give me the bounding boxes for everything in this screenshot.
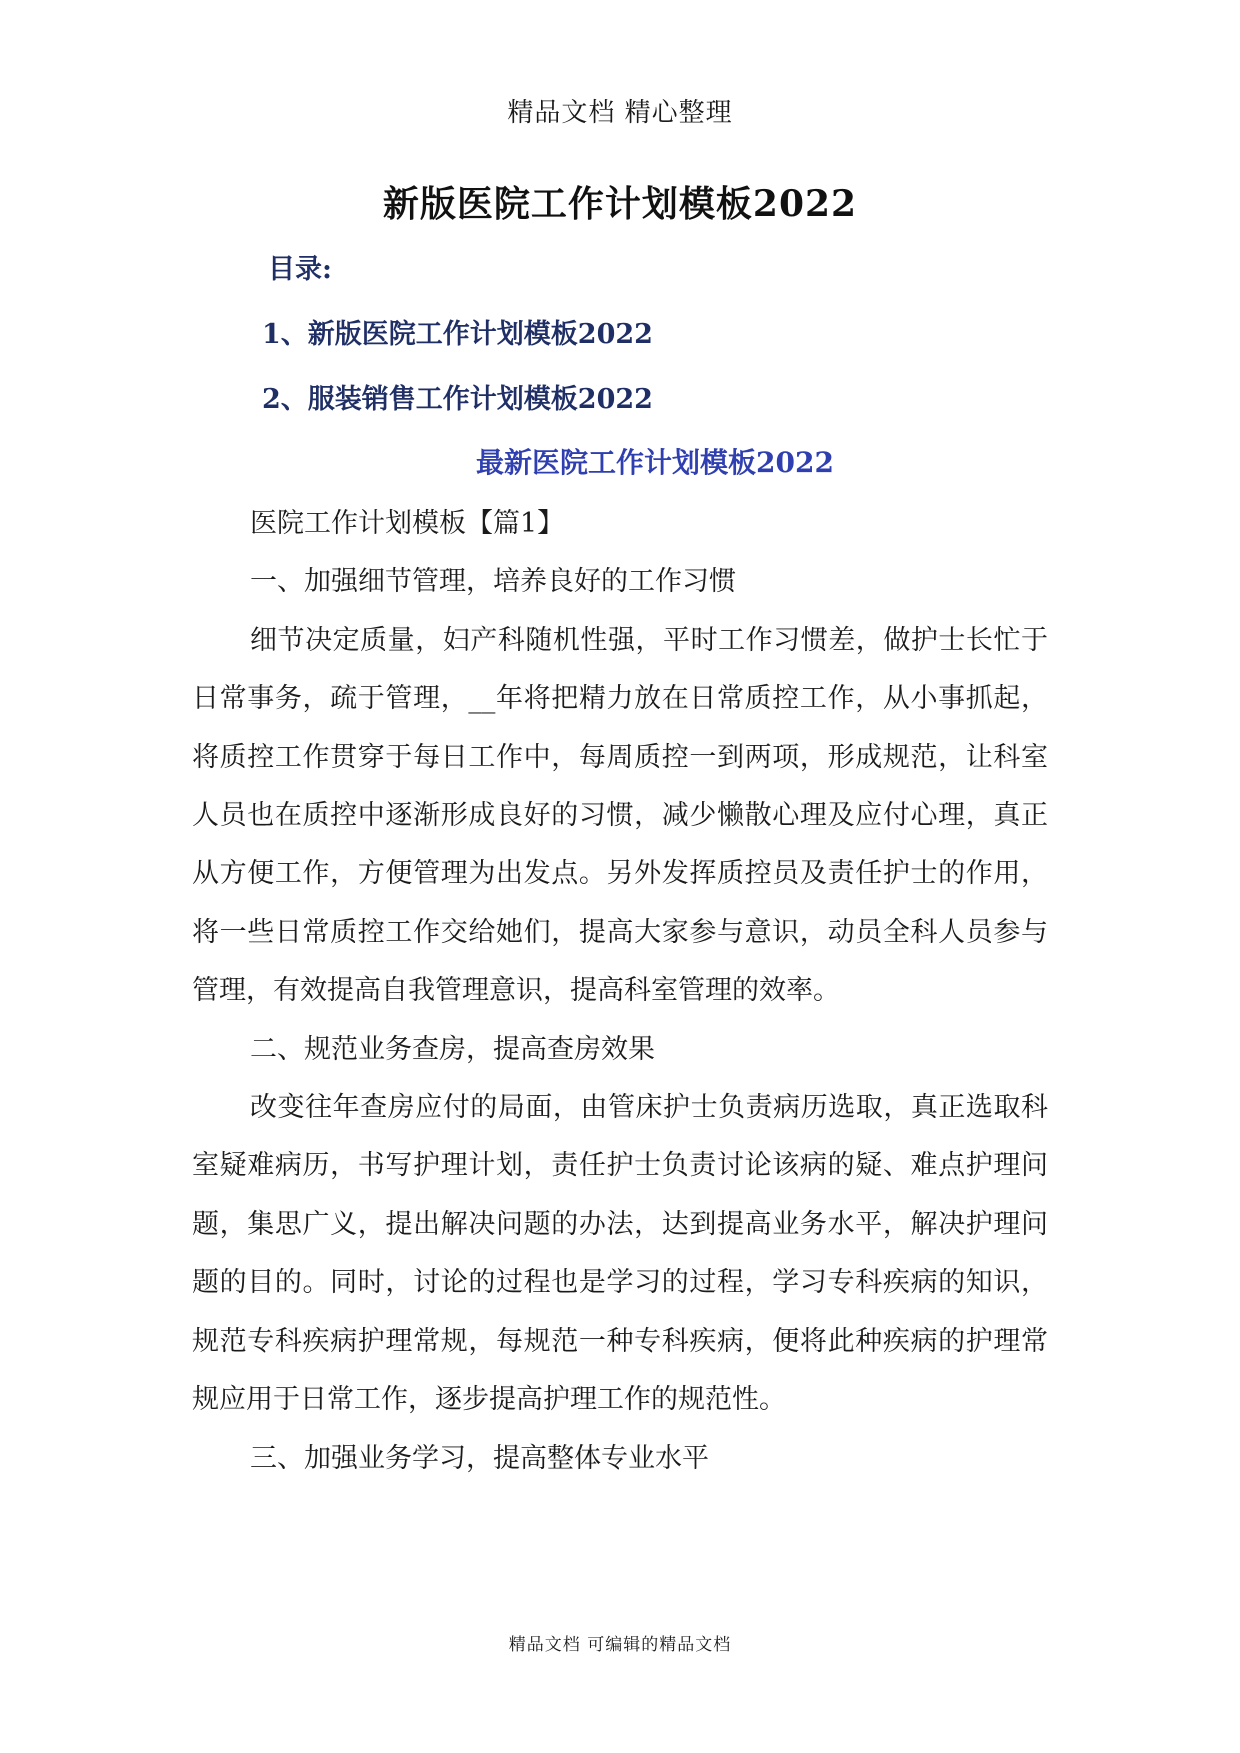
section-title: 最新医院工作计划模板2022 xyxy=(476,446,834,479)
paragraph-heading-3: 三、加强业务学习，提高整体专业水平 xyxy=(250,1442,709,1474)
toc-item-2[interactable]: 2、服装销售工作计划模板2022 xyxy=(262,384,653,415)
paragraph-heading-2: 二、规范业务查房，提高查房效果 xyxy=(250,1033,655,1065)
toc-label: 目录: xyxy=(268,254,332,285)
paragraph-article-label: 医院工作计划模板【篇1】 xyxy=(250,508,565,539)
header-note: 精品文档 精心整理 xyxy=(507,98,733,128)
paragraph-detail-management: 细节决定质量，妇产科随机性强，平时工作习惯差，做护士长忙于日常事务，疏于管理，__年将把精力放在日常质控工作，从小事抓起，将质控工作贯穿于每日工作中，每周质控一到两项，形成规范，让科室人员也在质控中逐渐形成良好的习惯，减少懒散心理及应付心理，真正从方便工作，方便管理为出发点。另外发挥质控员及责任护士的作用，将一些日常质控工作交给她们，提高大家参与意识，动员全科人员参与管理，有效提高自我管理意识，提高科室管理的效率。 xyxy=(192,624,1048,1007)
document-title: 新版医院工作计划模板2022 xyxy=(382,183,858,225)
body-text xyxy=(192,495,1048,1488)
paragraph-ward-rounds: 改变往年查房应付的局面，由管床护士负责病历选取，真正选取科室疑难病历，书写护理计划，责任护士负责讨论该病的疑、难点护理问题，集思广义，提出解决问题的办法，达到提高业务水平，解决护理问题的目的。同时，讨论的过程也是学习的过程，学习专科疾病的知识，规范专科疾病护理常规，每规范一种专科疾病，便将此种疾病的护理常规应用于日常工作，逐步提高护理工作的规范性。 xyxy=(192,1092,1048,1416)
paragraph-heading-1: 一、加强细节管理，培养良好的工作习惯 xyxy=(250,566,736,598)
footer-note: 精品文档 可编辑的精品文档 xyxy=(508,1635,732,1655)
toc-item-1[interactable]: 1、新版医院工作计划模板2022 xyxy=(262,319,653,350)
